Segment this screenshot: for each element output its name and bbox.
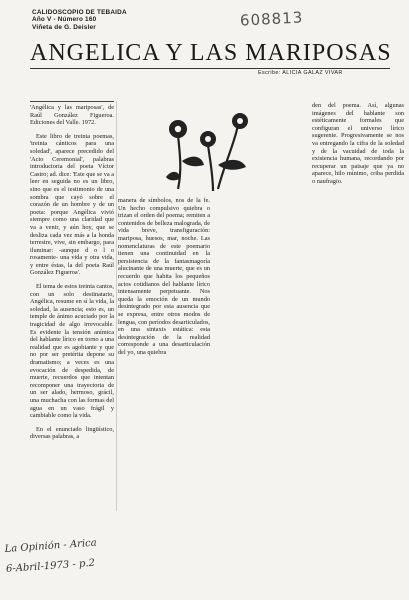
column-divider <box>116 101 117 511</box>
archive-stamp: 608813 <box>239 8 304 30</box>
column-2 <box>118 197 210 362</box>
paragraph: Este libro de treinta poemas, 'treinta cánticos para una soledad', aparece precedido del 'Acto Ceremonial', palabras introductoria del poeta Víctor Castro; ad. dice: 'Este que se va a leer en seguida no es un libro, sino que es el testimonio de una sombra que cayó sobre el corazón de un hombre y de un poeta: porque Angélica vivió siempre como una claridad que va a venir, y aún hoy, que se desliza cada vez más a la honda terrestre, vive, sin embargo, para iluminar: -aunque d o l o rosamente- una vida y otra vida, y entre éstas, la del poeta Raúl González Figueroa'. <box>30 132 115 277</box>
butterfly-flower-illustration <box>158 105 262 193</box>
handwritten-source-note <box>4 534 99 580</box>
paragraph: El tema de estos treinta cantos, con un solo destinatario, Angélica, resume en sí la vida, la soledad, la ausencia; esto es, un temple de ánimo acuciado por la tragicidad de algo irrevocable. Es evidente la tensión anímica del hablante lírico en torno a una realidad que es agobiante y que no por ser pretérita depone su dramatismo; a veces es una evocación de despedida, de muerte, recuerdos que intentan recomponer una trayectoria de un ser alado, hermoso, grácil, una muchacha con las formas del agua en un vaso frágil y cambiable como la vida. <box>30 283 114 420</box>
section-header <box>32 9 127 31</box>
page-title: ANGELICA Y LAS MARIPOSAS <box>30 40 392 66</box>
handwritten-line: La Opinión - Arica <box>4 537 98 555</box>
title-rule <box>30 68 390 69</box>
illustration-credit: Viñeta de G. Deisler <box>32 23 96 31</box>
handwritten-line: 6-Abril-1973 - p.2 <box>5 557 96 575</box>
paragraph: manera de símbolos, nos de la fe. Un hecho compulsivo quiebra o trizan el orden del poema; remiten a contenidos de belleza malograda, de vida breve, transfiguración: mariposa, huesos, mar, noche. Las nomenclaturas de este poemario tienen una continuidad en la persistencia de la fantasmagoría alucinante de una muerte, que es un recuerdo que habita los pequeños actos cotidianos del hablante lírico intensamente perpetuante. Nos queda la emoción de un mundo desintegrado por esta ausencia que se expresa, entre otros modos de lengua, con períodos desarticulados, en una sintaxis estática: esta desintegración de la realidad corresponde a una desarticulación del yo, una quiebra <box>118 197 210 356</box>
column-4 <box>312 102 404 192</box>
byline: Escribe: ALICIA GALAZ VIVAR <box>258 70 343 76</box>
section-title: CALIDOSCOPIO DE TEBAIDA <box>32 9 127 16</box>
issue-number: Año V - Número 160 <box>32 16 97 24</box>
paragraph: En el enunciado lingüístico, diversas palabras, a <box>30 425 114 441</box>
paragraph: den del poema. Así, algunas imágenes del hablante son estéticamente formales que configuran el universo lírico sugerente. Progresivamente se nos va entregando la cifra de la soledad y de la vacuidad de toda la existencia humana, recordando por recuperar un paisaje que ya no aparece, hilo mínimo, criba perdida o naufragio. <box>312 102 404 185</box>
column-1 <box>30 101 114 447</box>
book-reference: 'Angélica y las mariposas', de Raúl González Figueroa. Ediciones del Valle. 1972. <box>30 101 114 127</box>
